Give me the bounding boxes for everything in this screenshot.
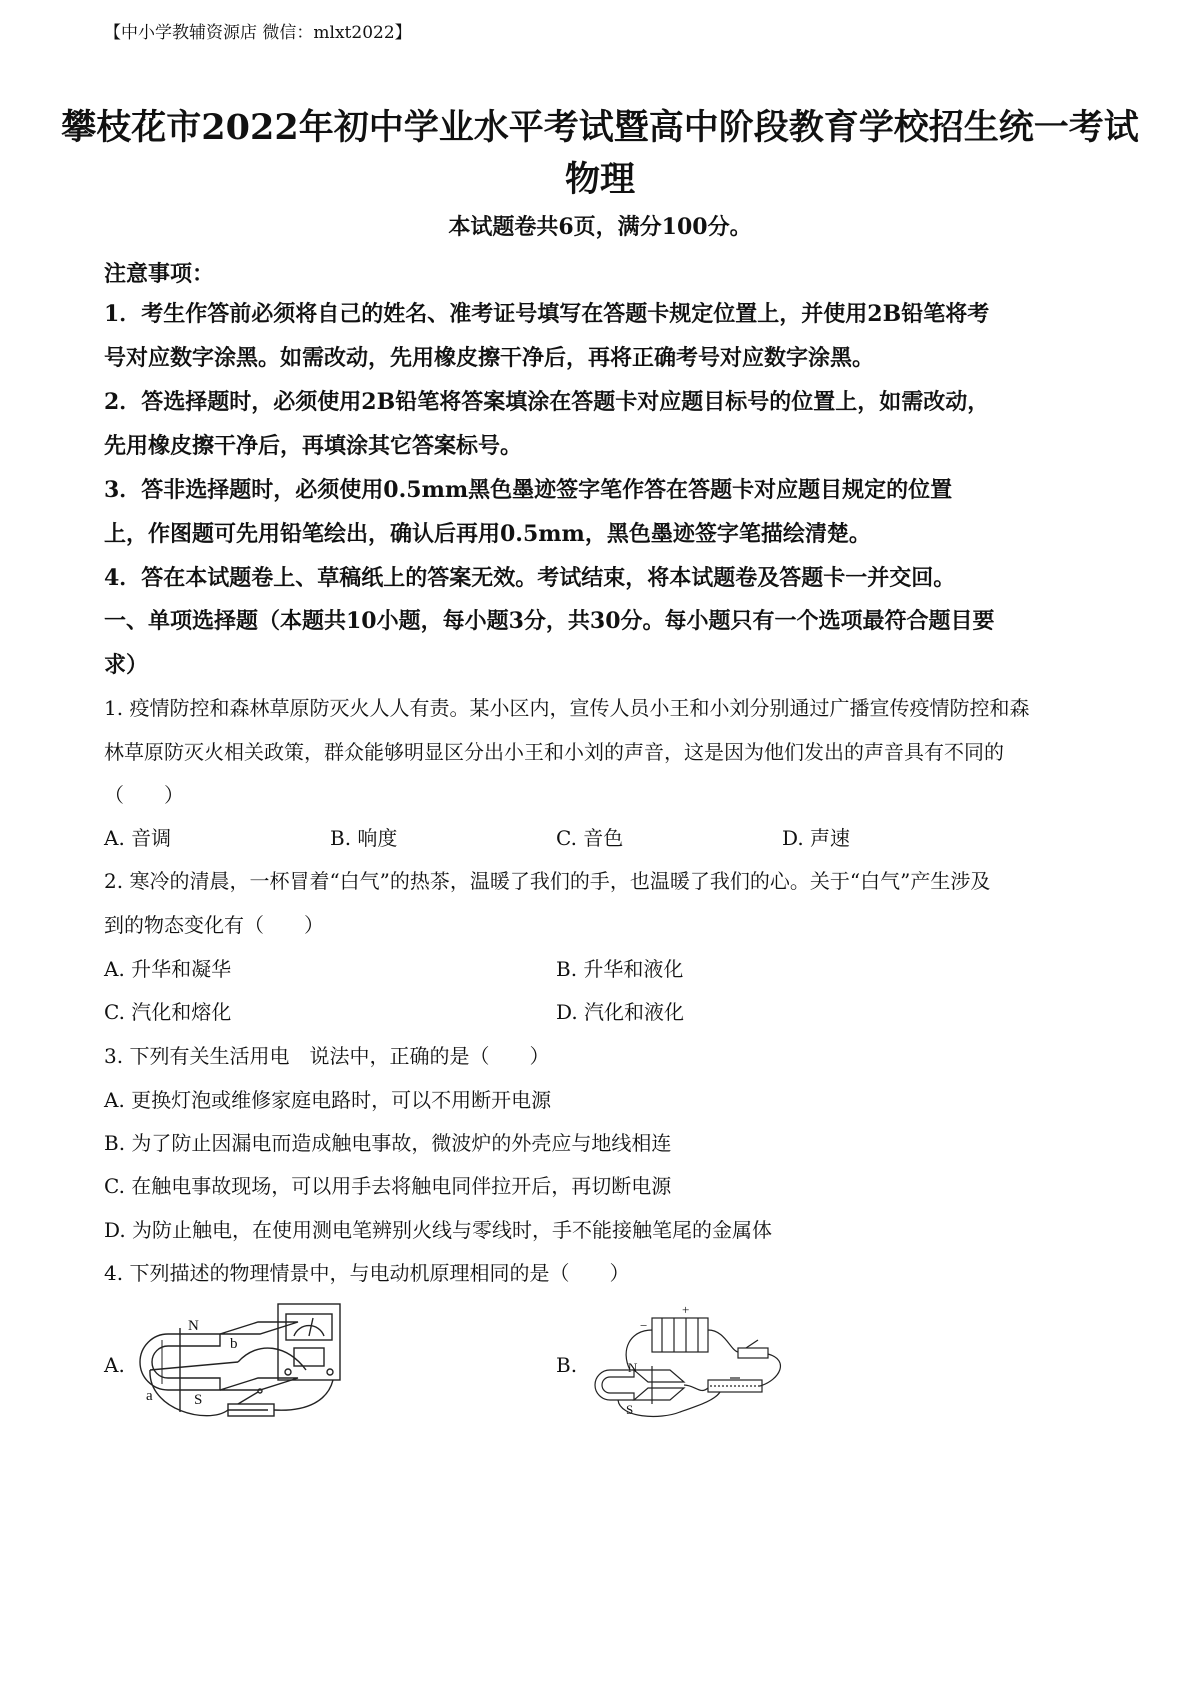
exam-subject: 物理 (564, 159, 635, 200)
section-heading: 一、单项选择题（本题共10小题，每小题3分，共30分。每小题只有一个选项最符合题目要 (104, 608, 995, 634)
question-1-option-a: A. 音调 (104, 826, 172, 850)
fig-a-label-n: N (188, 1318, 199, 1334)
question-2-option-a: A. 升华和凝华 (104, 957, 232, 981)
fig-a-label-s: S (194, 1392, 203, 1408)
question-1-blank: （ ） (104, 783, 184, 807)
question-3-option-c: C. 在触电事故现场，可以用手去将触电同伴拉开后，再切断电源 (104, 1174, 672, 1198)
question-3-stem: 3. 下列有关生活用电 说法中，正确的是（ ） (104, 1044, 550, 1068)
question-2-stem: 到的物态变化有（ ） (104, 913, 324, 937)
figure-b-motor-diagram (590, 1300, 830, 1425)
question-4-option-a: A. (104, 1353, 125, 1377)
fig-b-label-n: N (628, 1360, 638, 1375)
fig-b-label-s: S (626, 1402, 634, 1417)
question-3-option-b: B. 为了防止因漏电而造成触电事故，微波炉的外壳应与地线相连 (104, 1131, 672, 1155)
question-2-option-d: D. 汽化和液化 (556, 1000, 685, 1024)
question-1-option-b: B. 响度 (330, 826, 398, 850)
fig-a-label-a: a (146, 1388, 153, 1404)
question-2-option-b: B. 升华和液化 (556, 957, 684, 981)
section-heading-cont: 求） (104, 652, 149, 678)
question-2-stem: 2. 寒冷的清晨，一杯冒着“白气”的热茶，温暖了我们的手，也温暖了我们的心。关于“白气”产生涉及 (104, 869, 991, 893)
question-3-option-d: D. 为防止触电，在使用测电笔辨别火线与零线时，手不能接触笔尾的金属体 (104, 1218, 773, 1242)
notice-heading: 注意事项： (104, 261, 215, 287)
question-1-stem: 林草原防灭火相关政策，群众能够明显区分出小王和小刘的声音，这是因为他们发出的声音具有不同的 (104, 740, 1004, 764)
fig-b-label-plus: + (682, 1302, 690, 1317)
question-3-option-a: A. 更换灯泡或维修家庭电路时，可以不用断开电源 (104, 1088, 552, 1112)
question-4-option-b: B. (556, 1353, 578, 1377)
question-1-stem: 1. 疫情防控和森林草原防灭火人人有责。某小区内，宣传人员小王和小刘分别通过广播宣传疫情防控和森 (104, 696, 1030, 720)
notice-line: 号对应数字涂黑。如需改动，先用橡皮擦干净后，再将正确考号对应数字涂黑。 (104, 345, 875, 371)
figure-a-generator-diagram (128, 1300, 358, 1425)
question-1-option-c: C. 音色 (556, 826, 624, 850)
page-header-watermark: 【中小学教辅资源店 微信：mlxt2022】 (104, 23, 412, 43)
notice-line: 上，作图题可先用铅笔绘出，确认后再用0.5mm，黑色墨迹签字笔描绘清楚。 (104, 521, 871, 547)
question-2-option-c: C. 汽化和熔化 (104, 1000, 232, 1024)
notice-line: 先用橡皮擦干净后，再填涂其它答案标号。 (104, 433, 523, 459)
fig-b-label-minus: − (640, 1318, 648, 1333)
notice-line: 2．答选择题时，必须使用2B铅笔将答案填涂在答题卡对应题目标号的位置上，如需改动， (104, 389, 990, 415)
paper-info: 本试题卷共6页，满分100分。 (448, 214, 752, 240)
fig-a-label-b: b (230, 1336, 238, 1352)
question-4-stem: 4. 下列描述的物理情景中，与电动机原理相同的是（ ） (104, 1261, 630, 1285)
notice-line: 1．考生作答前必须将自己的姓名、准考证号填写在答题卡规定位置上，并使用2B铅笔将考 (104, 301, 990, 327)
notice-line: 4．答在本试题卷上、草稿纸上的答案无效。考试结束，将本试题卷及答题卡一并交回。 (104, 565, 956, 591)
exam-title: 攀枝花市2022年初中学业水平考试暨高中阶段教育学校招生统一考试 (61, 107, 1139, 148)
question-1-option-d: D. 声速 (782, 826, 851, 850)
notice-line: 3．答非选择题时，必须使用0.5mm黑色墨迹签字笔作答在答题卡对应题目规定的位置 (104, 477, 953, 503)
